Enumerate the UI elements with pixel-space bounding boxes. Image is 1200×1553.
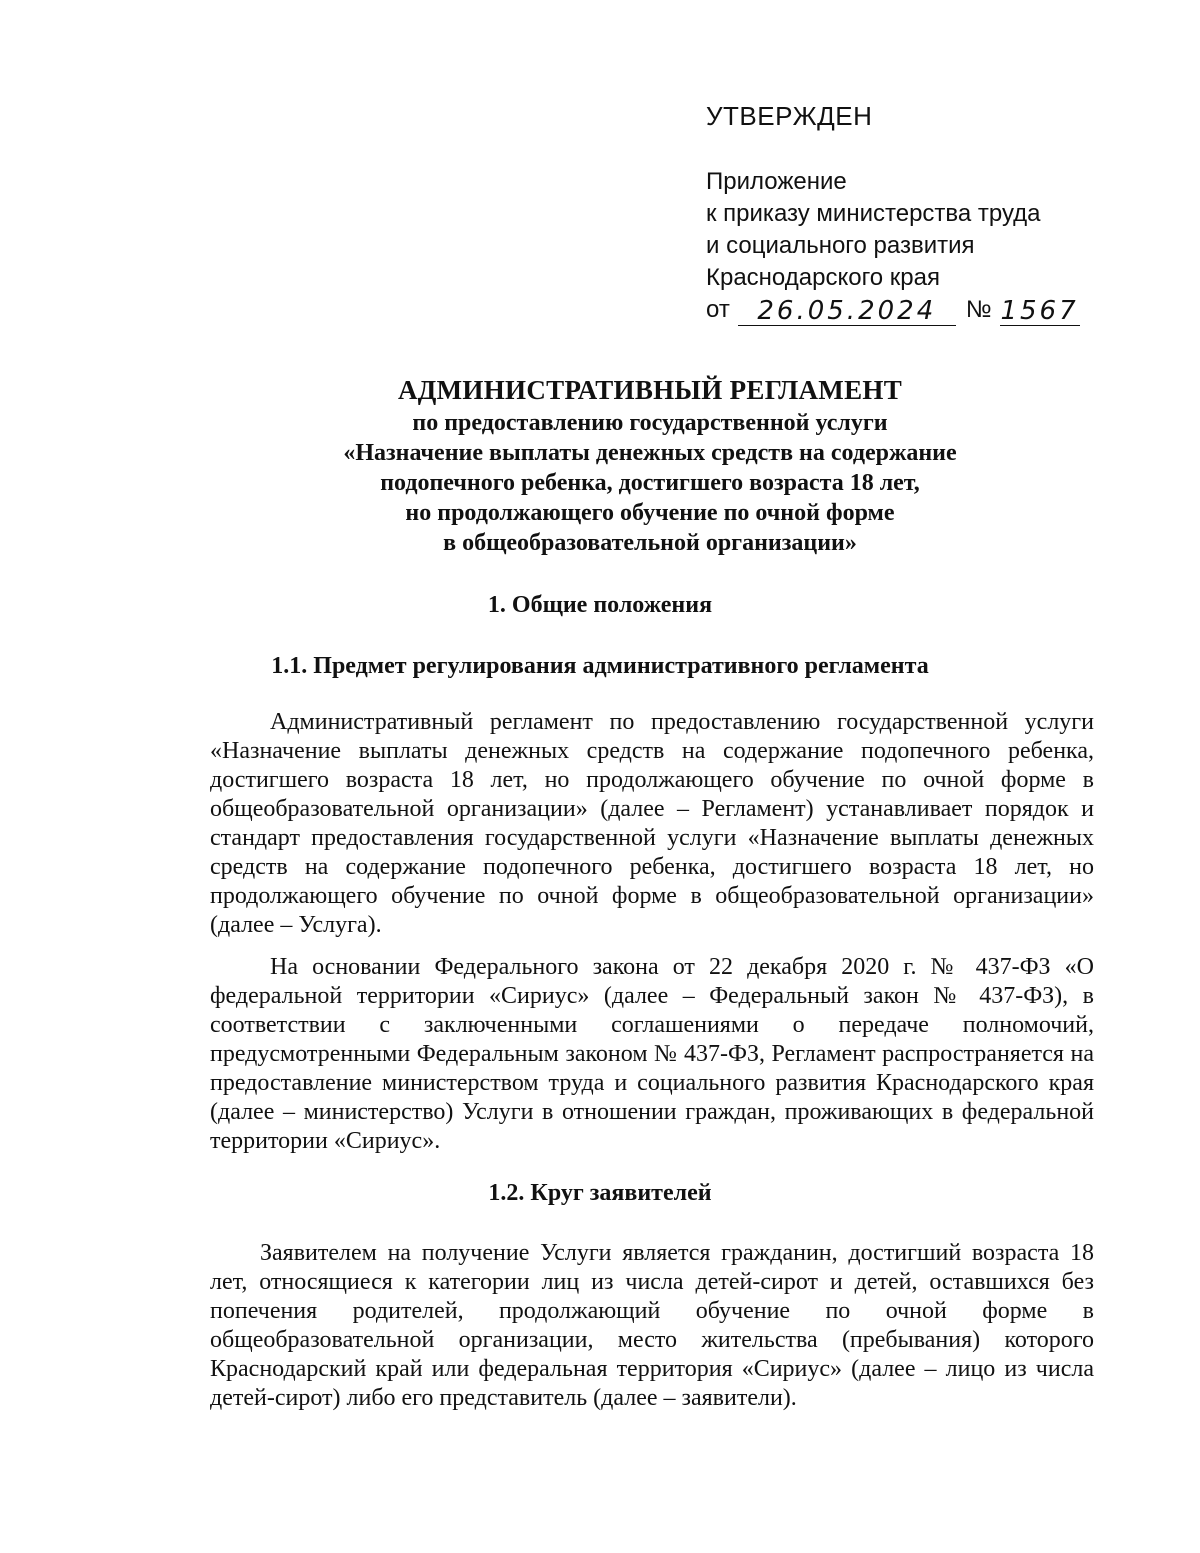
from-label: от <box>706 296 730 323</box>
title-line-2: «Назначение выплаты денежных средств на содержание <box>343 440 957 466</box>
document-title <box>150 372 1150 558</box>
order-date-handwritten: 26.05.2024 <box>738 297 956 326</box>
title-line-4: но продолжающего обучение по очной форме <box>405 500 895 526</box>
paragraph-applicants: Заявителем на получение Услуги является гражданин, достигший возраста 18 лет, относящиеся к категории лиц из числа детей-сирот и детей, оставшихся без попечения родителей, продолжающий обучение по очной форме в общеобразовательной организации, место жительства (пребывания) которого Краснодарский край или федеральная территория «Сириус» (далее – лицо из числа детей-сирот) либо его представитель (далее – заявители). <box>210 1240 1094 1411</box>
section-heading-general: 1. Общие положения <box>487 592 713 618</box>
order-number-handwritten: 1567 <box>1000 296 1079 326</box>
appendix-line-2: к приказу министерства труда <box>706 200 1041 227</box>
paragraph-regulation-subject: Административный регламент по предоставлению государственной услуги «Назначение выплаты денежных средств на содержание подопечного ребенка, достигшего возраста 18 лет, но продолжающего обучение по очной форме в общеобразовательной организации» (далее – Регламент) устанавливает порядок и стандарт предоставления государственной услуги «Назначение выплаты денежных средств на содержание подопечного ребенка, достигшего возраста 18 лет, но продолжающего обучение по очной форме в общеобразовательной организации» (далее – Услуга). <box>210 709 1094 938</box>
appendix-line-4: Краснодарского края <box>706 264 940 291</box>
paragraph-federal-law: На основании Федерального закона от 22 декабря 2020 г. № 437-ФЗ «О федеральной территории «Сириус» (далее – Федеральный закон № 437-ФЗ), в соответствии с заключенными соглашениями о передаче полномочий, предусмотренными Федеральным законом № 437-ФЗ, Регламент распространяется на предоставление министерством труда и социального развития Краснодарского края (далее – министерство) Услуги в отношении граждан, проживающих в федеральной территории «Сириус». <box>210 954 1094 1154</box>
approval-block <box>706 100 1126 326</box>
appendix-line-1: Приложение <box>706 168 847 195</box>
number-label: № <box>965 296 992 323</box>
appendix-line-3: и социального развития <box>706 232 975 259</box>
approved-stamp-text: УТВЕРЖДЕН <box>706 101 873 131</box>
section-heading-subject: 1.1. Предмет регулирования административного регламента <box>271 653 929 679</box>
title-line-1: по предоставлению государственной услуги <box>412 410 888 436</box>
order-date-number-line <box>706 294 1126 326</box>
title-main: АДМИНИСТРАТИВНЫЙ РЕГЛАМЕНТ <box>397 375 903 405</box>
section-heading-applicants: 1.2. Круг заявителей <box>488 1180 712 1206</box>
title-line-5: в общеобразовательной организации» <box>443 530 857 556</box>
title-line-3: подопечного ребенка, достигшего возраста 18 лет, <box>380 470 920 496</box>
